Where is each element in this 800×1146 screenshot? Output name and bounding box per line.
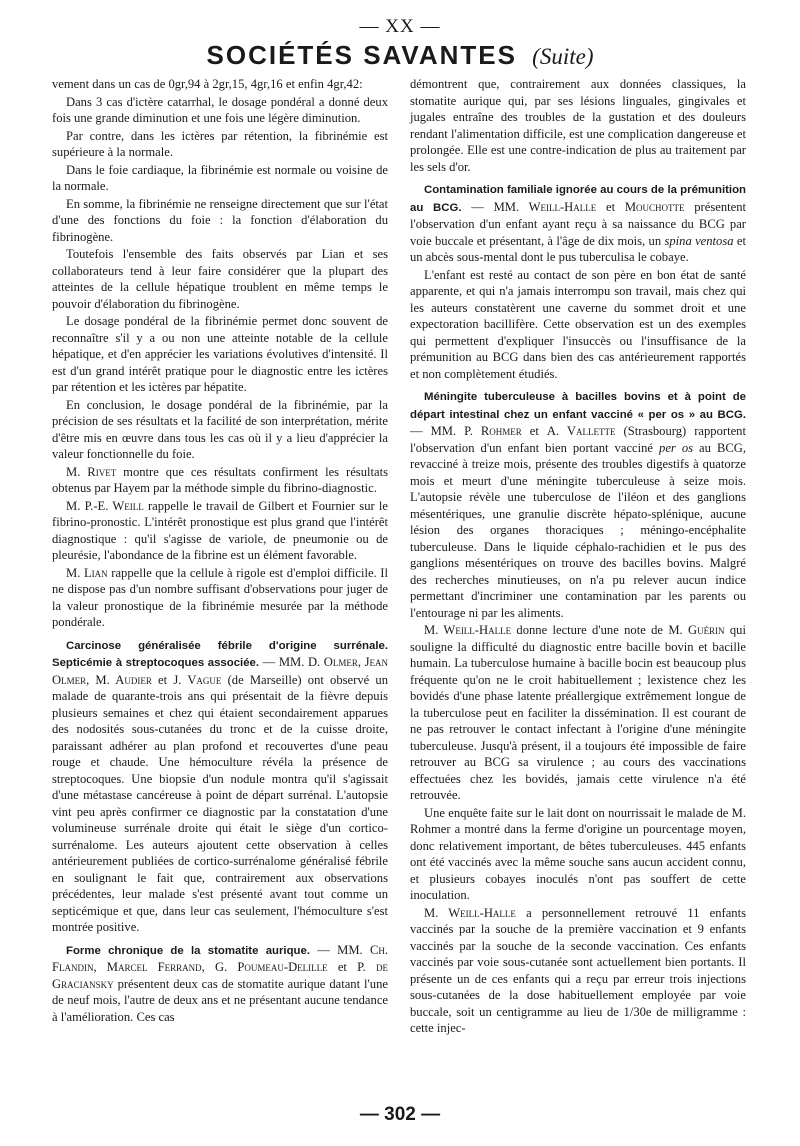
paragraph-text: au BCG, revacciné à treize mois, présente des troubles digestifs à quatorze mois et meurt d'une méningite tuberculeuse à seize mois. L'autopsie révèle une tuberculose de l'iléon et des ganglions mésentériques, une granulie discrète hépato-splénique, aucune lésion des organes thoraciques ; méningo-encéphalite tuberculeuse. Dans le liquide céphalo-rachidien et le pus des ganglions mésentériques on trouve des bacilles bovins. Malgré des recherches minutieuses, on n'a pu relever aucun indice permettant d'incriminer une contamination par les parents ou l'entourage ni par les aliments. <box>410 440 746 620</box>
paragraph: En somme, la fibrinémie ne renseigne directement que sur l'état d'une des fonctions du foie : la fonction d'élaboration du fibrinogène. <box>52 196 388 244</box>
dash: — <box>461 199 494 214</box>
paragraph: démontrent que, contrairement aux données classiques, la stomatite aurique qui, par ses lésions linguales, gingivales et jugales entraîne des troubles de la gustation et des douleurs rendant l'alimentation difficile, est une complication dangereuse et prolongée. Elle est une contre-indication de plus au traitement par les sels d'or. <box>410 77 746 174</box>
paragraph-text: et un abcès sous-mental dont le pus tuberculisa le cobaye. <box>410 233 746 264</box>
right-column <box>410 76 746 1038</box>
paragraph <box>410 622 746 804</box>
speaker-name: M. Lian <box>66 565 108 580</box>
dash: — <box>410 424 431 438</box>
communication-title: Carcinose généralisée fébrile d'origine surrénale. Septicémie à streptocoques associée. <box>52 639 388 669</box>
conjunction: et <box>327 960 358 974</box>
communication-entry <box>410 181 746 266</box>
paragraph <box>52 498 388 564</box>
page-number: — 302 — <box>359 1104 441 1125</box>
banner-suite: (Suite) <box>532 44 594 69</box>
paragraph: vement dans un cas de 0gr,94 à 2gr,15, 4gr,16 et enfin 4gr,42: <box>52 77 363 91</box>
paragraph-text: a personnellement retrouvé 11 enfants vaccinés par la souche de la première vaccination et 9 enfants vaccinés par la souche de la seconde vaccination. Ces enfants vaccinés par voie sous-cutanée sont actuellement bien portants. Il présente un de ces enfants qui a reçu par erreur trois injections sous-cutanées de la dose habituellement employée par voie buccale, soit un centigramme au lieu de 1/30e de milligramme : cette injec- <box>410 905 746 1035</box>
communication-title: Méningite tuberculeuse à bacilles bovins et à point de départ intestinal chez un enfant vacciné « per os » au BCG. <box>410 391 746 421</box>
speaker-name: M. Weill-Halle <box>424 905 516 920</box>
paragraph <box>410 905 746 1037</box>
author-names: A. Vallette <box>546 424 616 438</box>
paragraph: Le dosage pondéral de la fibrinémie permet donc souvent de reconnaître s'il y a ou non une atteinte notable de la cellule hépatique, et d'en apprécier les variations évolutives d'intensité. Il est d'un grand intérêt pratique pour le diagnostic entre les ictères par rétention et les ictères par hépatite. <box>52 314 388 394</box>
paragraph: L'enfant est resté au contact de son père en bon état de santé apparente, et qui n'a jamais interrompu son travail, mais chez qui les auteurs constatèrent une caverne du sommet droit et une expectoration bacillifère. Cette observation est un des exemples qui permettent d'expliquer l'insuccès ou l'insuffisance de la prémunition au BCG dans bien des cas antérieurement rapportés et non complètement étudiés. <box>410 267 746 381</box>
paragraph: En conclusion, le dosage pondéral de la fibrinémie, par la précision de ses résultats et la facilité de son interprétation, mérite d'être mis en œuvre dans tous les cas où il y a lieu d'apprécier la valeur fonctionnelle du foie. <box>52 397 388 461</box>
author-names: MM. D. Olmer, Jean Olmer, M. Audier <box>52 655 389 687</box>
italic-term: spina ventosa <box>664 233 734 248</box>
speaker-name: M. Weill-Halle <box>424 623 512 637</box>
paragraph-text: présentent l'observation d'un enfant ayant reçu à sa naissance du BCG par voie buccale et présentant, à l'âge de dix mois, un <box>410 199 747 248</box>
dash: — <box>310 942 338 957</box>
section-banner <box>0 40 800 71</box>
banner-title: SOCIÉTÉS SAVANTES <box>206 40 517 70</box>
paragraph-text: rappelle que la cellule à rigole est d'emploi difficile. Il ne dispose pas d'un nombre suffisant d'observations pour juger de la valeur pronostique de la fibrinémie mesurée par la méthode pondérale. <box>52 565 388 629</box>
conjunction: et <box>151 672 174 687</box>
paragraph: Par contre, dans les ictères par rétention, la fibrinémie est supérieure à la normale. <box>52 128 388 159</box>
speaker-name: M. P.-E. Weill <box>66 498 144 513</box>
paragraph <box>52 464 388 497</box>
roman-page-numeral: — XX — <box>359 16 441 37</box>
author-names: Mouchotte <box>624 199 685 214</box>
paragraph-text: rappelle le travail de Gilbert et Fournier sur le fibrino-pronostic. L'intérêt pronostique est plus grand que l'intérêt diagnostique : qu'il s'agisse de variole, de pneumonie ou de pleurésie, l'abondance de la fibrine est un élément favorable. <box>52 498 388 562</box>
author-names: MM. P. Rohmer <box>430 424 522 438</box>
paragraph-text: (Strasbourg) rapportent l'observation d'un enfant bien portant vacciné <box>410 424 746 455</box>
paragraph: Dans 3 cas d'ictère catarrhal, le dosage pondéral a donné deux fois une grande diminution et une fois une légère diminution. <box>52 94 388 125</box>
paragraph-text: donne lecture d'une note de <box>516 623 663 637</box>
left-column <box>52 76 388 1026</box>
conjunction: et <box>596 199 625 214</box>
communication-entry <box>410 388 746 621</box>
paragraph-text: (de Marseille) ont observé un malade de quarante-trois ans qui présentait de la fièvre depuis plusieurs semaines et chez qui étaient secondairement apparues des nodosités sous-cutanées du tronc et de la cuisse droite, paraissant adhérer au plan profond et recouvertes d'une peau rouge et chaude. Une hémoculture révéla la présence de streptocoques. Une biopsie d'un nodule montra qu'il s'agissait d'une métastase cancéreuse à point de départ surrénal. L'autopsie vint peu après confirmer ce diagnostic par la constatation d'une volumineuse surrénale droite qui était le siège d'un cortico-surrénalome. Les auteurs ajoutent cette observation à celles antérieurement publiées de cortico-surrénalome généralisé fébrile en soulignant le fait que, contrairement aux observations précédentes, leur malade s'est présenté avant tout comme un septicémique et que, dans leur cas seulement, l'hémoculture s'est montrée positive. <box>52 672 388 934</box>
paragraph <box>52 565 388 631</box>
communication-title: Contamination familiale ignorée au cours de la prémunition au BCG. <box>410 184 746 214</box>
author-names: P. de Graciansky <box>52 960 388 991</box>
author-names: MM. Weill-Halle <box>493 199 597 214</box>
speaker-name: M. Guérin <box>668 623 725 637</box>
author-names: MM. Ch. Flandin, Marcel Ferrand, G. Poumeau-Delille <box>52 942 388 974</box>
paragraph: Toutefois l'ensemble des faits observés par Lian et ses collaborateurs tend à leur faire considérer que la plupart des atteintes de la cellule hépatique troublent en même temps le pouvoir d'élaboration du fibrinogène. <box>52 247 388 311</box>
communication-entry <box>52 942 388 1026</box>
italic-term: per os <box>659 440 694 455</box>
communication-entry <box>52 637 388 936</box>
paragraph-text: montre que ces résultats confirment les résultats obtenus par Hayem par la méthode simple du fibrino-diagnostic. <box>52 464 388 495</box>
communication-title: Forme chronique de la stomatite aurique. <box>66 944 311 957</box>
conjunction: et <box>521 424 547 438</box>
author-names: J. Vague <box>173 672 222 687</box>
dash: — <box>259 655 279 669</box>
speaker-name: M. Rivet <box>66 464 117 479</box>
paragraph-text: présentent deux cas de stomatite aurique datant l'une de neuf mois, l'autre de deux ans et ne présentant aucune tendance à l'amélioration. Ces cas <box>52 976 388 1024</box>
paragraph: Une enquête faite sur le lait dont on nourrissait le malade de M. Rohmer a montré dans la ferme d'origine un pourcentage moyen, donc relativement important, de bêtes tuberculeuses. 445 enfants ont été vaccinés avec la même souche sans aucun accident connu, et plusieurs cobayes inoculés n'ont pas souffert de cette inoculation. <box>410 805 746 902</box>
paragraph-text: qui souligne la difficulté du diagnostic entre bacille bovin et bacille humain. La tuberculose humaine à bacille bocin est beaucoup plus fréquente qu'on ne le croit habituellement ; lexistence chez les bovidés d'une phase latente préallergique extrêmement longue de la tuberculose peut en faciliter la dissémination. Il est courant de ne pas retrouver le contact infectant à l'origine d'une méningite tuberculeuse. Jusqu'à présent, il a toujours été impossible de faire retrouver au BCG sa virulence ; au cours des vaccinations effectuées chez les bovidés, jamais cette virulence n'a été retrouvée. <box>410 623 746 802</box>
paragraph: Dans le foie cardiaque, la fibrinémie est normale ou voisine de la normale. <box>52 162 388 193</box>
